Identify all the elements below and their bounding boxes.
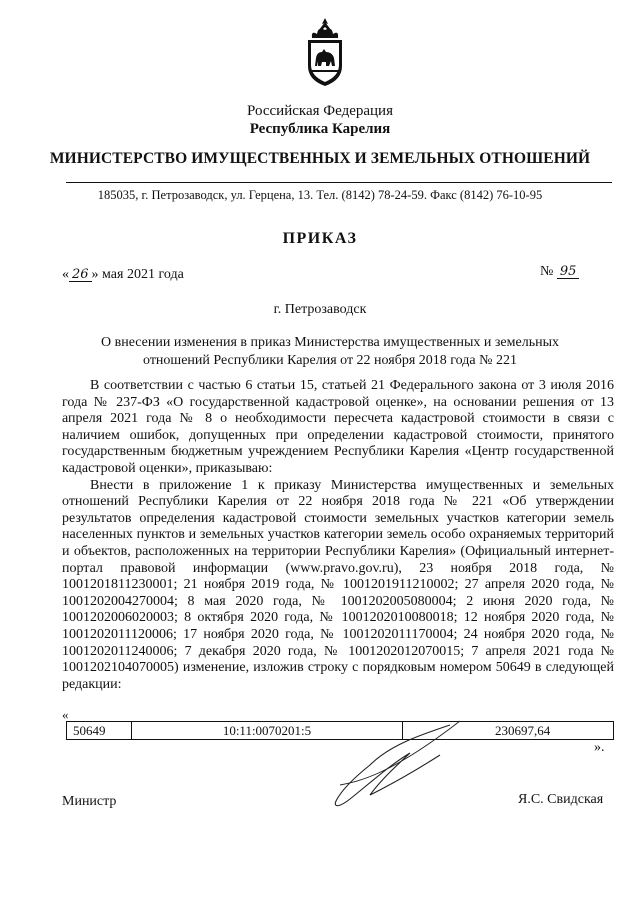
row-number-cell: 50649 (67, 722, 132, 740)
body-paragraph-1: В соответствии с частью 6 статьи 15, статьей 21 Федерального закона от 3 июля 2016 года № 237-ФЗ «О государственной кадастровой оценке», на основании решения от 13 апреля 2021 года № 8 о необходимости пересчета кадастровой стоимости в связи с наличием ошибок, допущенных при определении кадастровой стоимости, принятого государственным бюджетным учреждением Республики Карелия «Центр государственной кадастровой оценки», приказываю: (62, 378, 614, 476)
ministry-address: 185035, г. Петрозаводск, ул. Герцена, 13. Тел. (8142) 78-24-59. Факс (8142) 76-10-95 (97, 188, 543, 202)
order-number (540, 264, 579, 280)
handwritten-signature-icon (300, 715, 470, 815)
cadastral-number-cell: 10:11:0070201:5 (132, 722, 403, 740)
number-label: № (540, 264, 554, 279)
date-rest: » мая 2021 года (91, 267, 184, 282)
table-quote-close: ». (594, 740, 605, 755)
header-divider (66, 182, 612, 183)
cadastral-value-cell: 230697,64 (403, 722, 614, 740)
ministry-name: МИНИСТЕРСТВО ИМУЩЕСТВЕННЫХ И ЗЕМЕЛЬНЫХ ОТНОШЕНИЙ (49, 150, 591, 167)
signer-position: Министр (62, 794, 117, 809)
order-title: ПРИКАЗ (282, 230, 358, 247)
date-day-handwritten: 26 (69, 268, 92, 282)
signer-name: Я.С. Свидская (518, 792, 604, 807)
date-quote-open: « (62, 267, 69, 282)
karelia-coat-of-arms-icon (302, 16, 348, 88)
republic-name: Республика Карелия (249, 121, 391, 137)
order-body (62, 378, 614, 693)
order-date (62, 267, 184, 283)
body-paragraph-2: Внести в приложение 1 к приказу Министерства имущественных и земельных отношений Республики Карелия от 22 ноября 2018 года № 221 «Об утверждении результатов определения кадастровой стоимости земельных участков категории земель населенных пунктов и земельных участков категории земель особо охраняемых территорий и объектов, расположенных на территории Республики Карелия» (Официальный интернет-портал правовой информации (www.pravo.gov.ru), 23 ноября 2018 года, № 1001201811230001; 21 ноября 2019 года, № 1001201911210002; 27 апреля 2020 года, № 1001202004270004; 8 мая 2020 года, № 1001202005080004; 2 июня 2020 года, № 1001202006020003; 8 октября 2020 года, № 1001202010080018; 12 ноября 2020 года, № 1001202011120006; 17 ноября 2020 года, № 1001202011170004; 24 ноября 2020 года, № 1001202011240006; 7 декабря 2020 года, № 1001202012070015; 7 апреля 2021 года № 1001202104070005) изменение, изложив строку с порядковым номером 50649 в следующей редакции: (62, 477, 614, 692)
order-city: г. Петрозаводск (273, 302, 367, 317)
country-name: Российская Федерация (247, 103, 393, 119)
number-value-handwritten: 95 (557, 265, 580, 279)
table-quote-open: « (62, 707, 69, 722)
order-subject: О внесении изменения в приказ Министерства имущественных и земельных отношений Республики Карелия от 22 ноября 2018 года № 221 (101, 335, 559, 368)
